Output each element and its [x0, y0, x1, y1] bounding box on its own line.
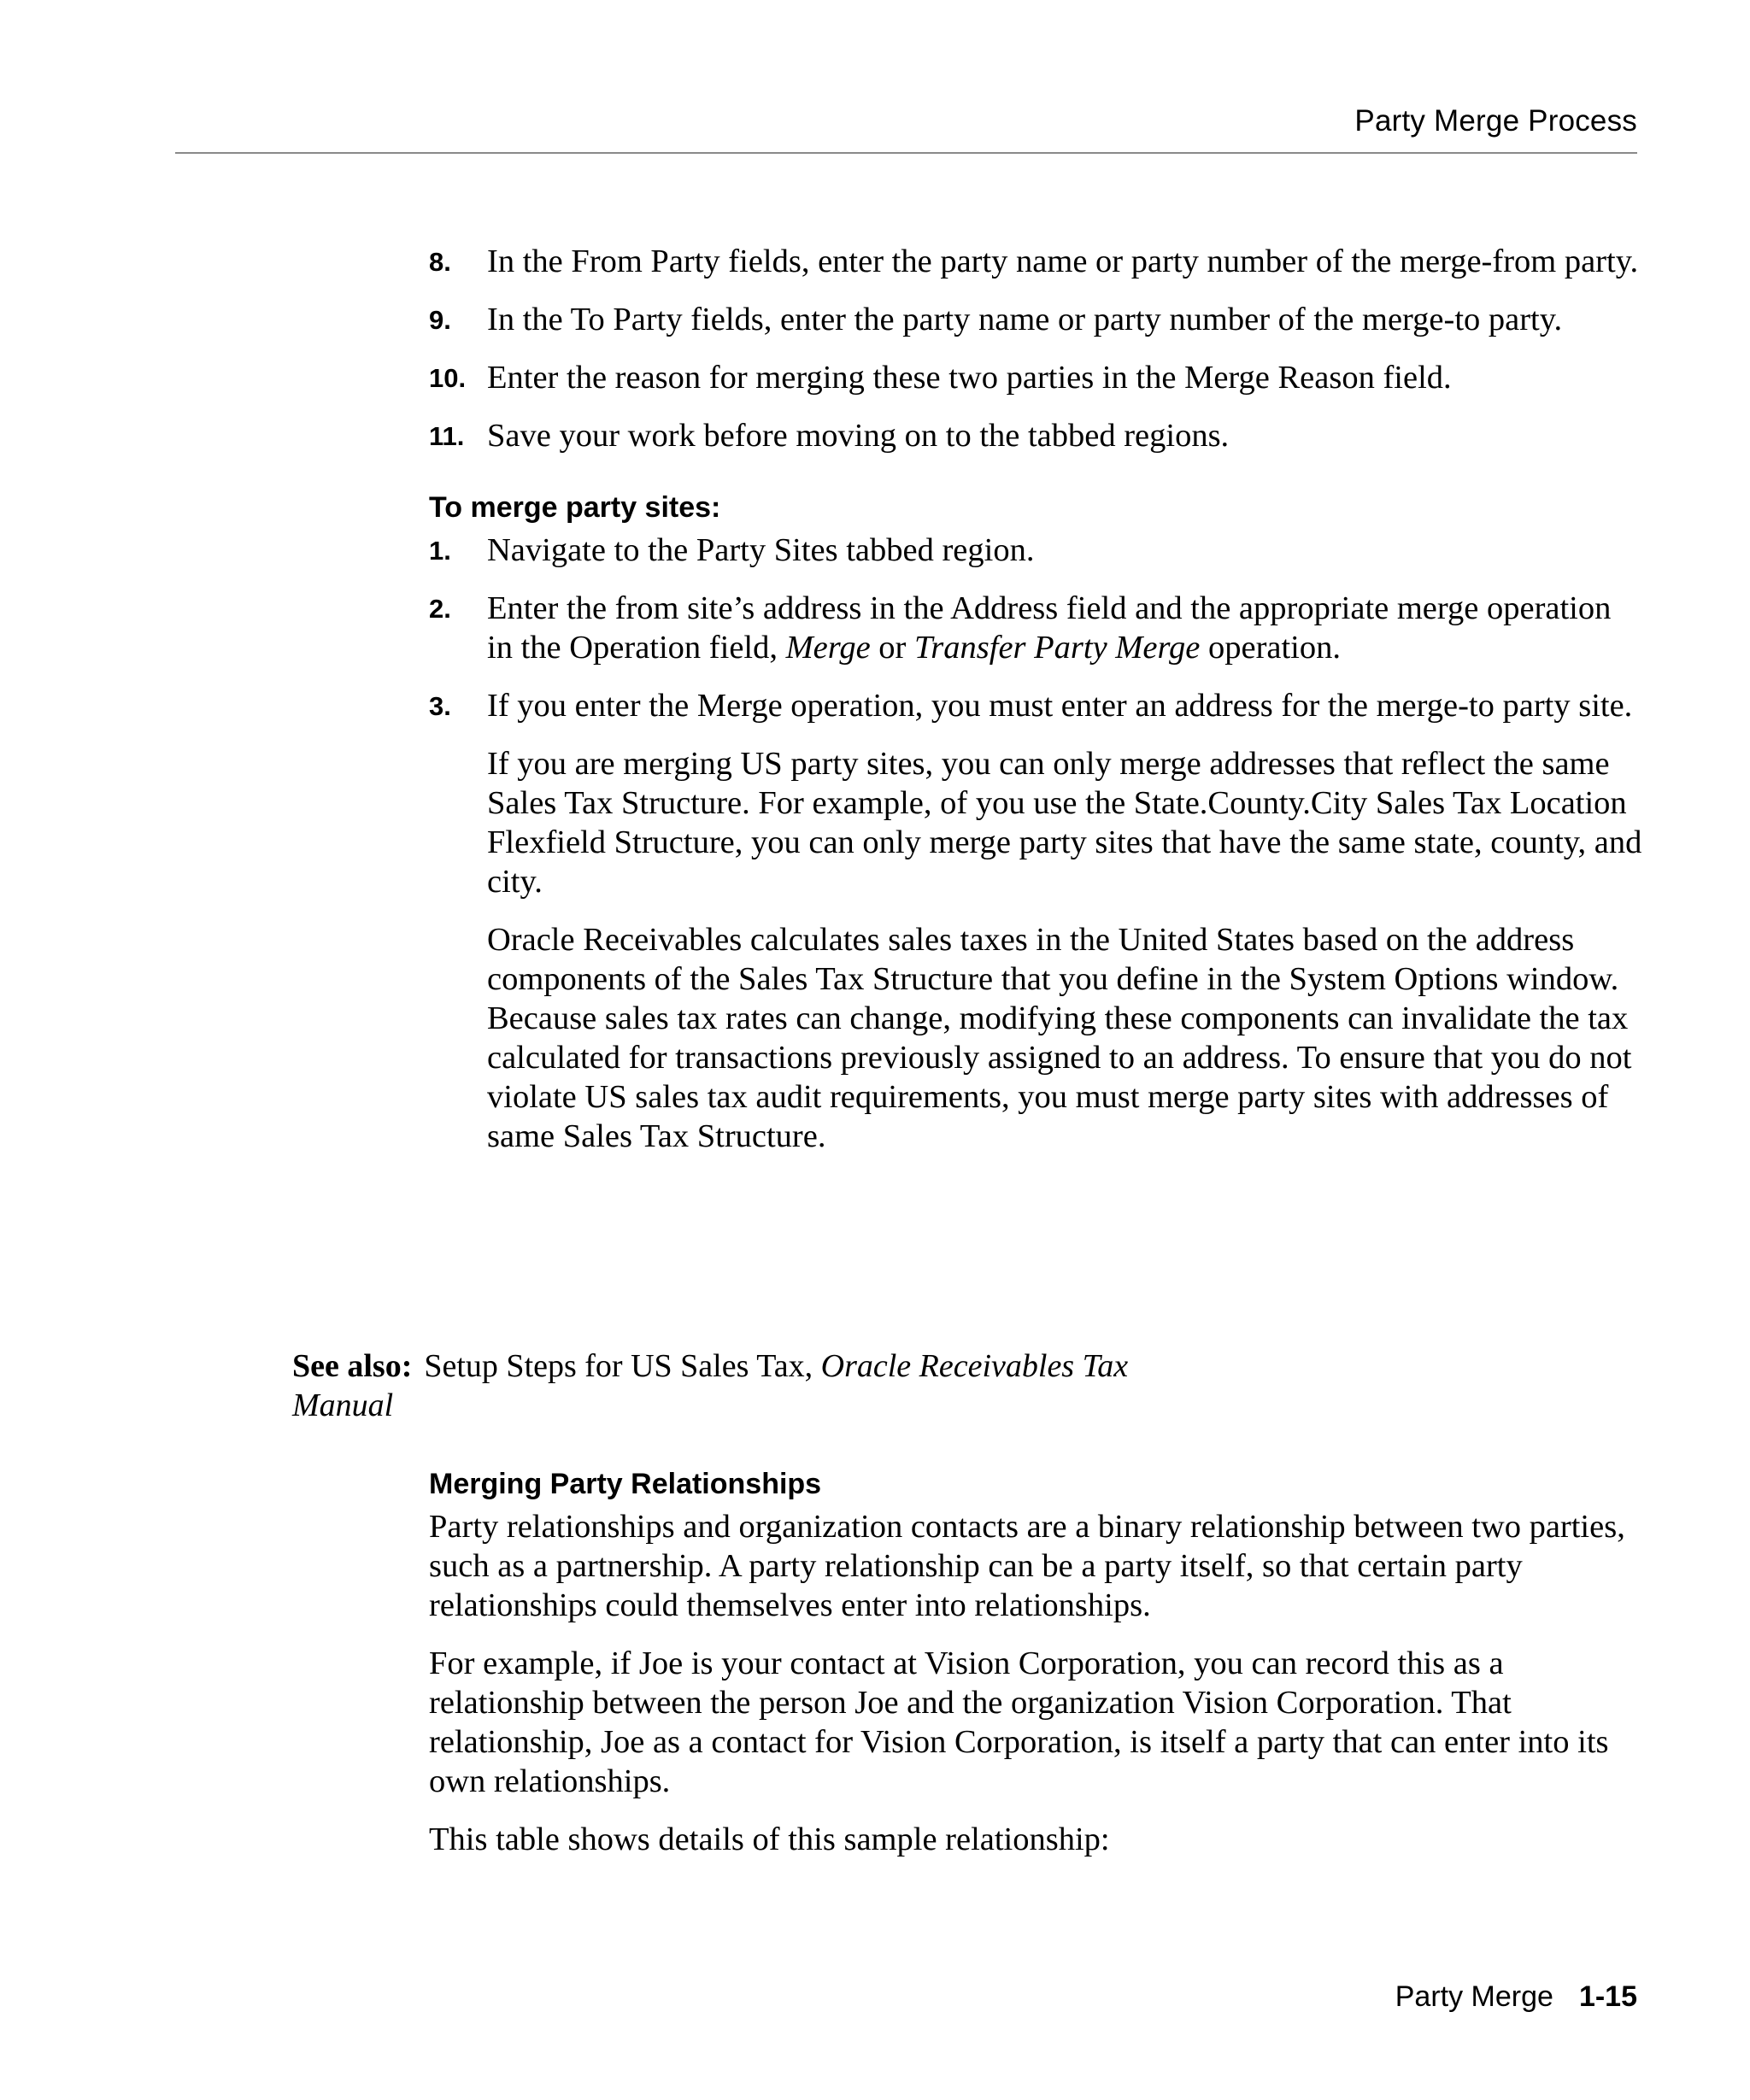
header-rule — [175, 152, 1637, 154]
step-number: 8. — [429, 247, 451, 277]
step-text: operation. — [1200, 630, 1341, 666]
section-heading-party-sites: To merge party sites: — [429, 491, 721, 524]
italic-term: Merge — [785, 630, 871, 666]
list-item — [429, 531, 1642, 570]
see-also-reference — [292, 1346, 1232, 1425]
step-text: In the From Party fields, enter the party name or party number of the merge-from party. — [487, 243, 1639, 279]
running-header: Party Merge Process — [1354, 104, 1637, 138]
step-number: 10. — [429, 363, 467, 393]
section-heading-relationships: Merging Party Relationships — [429, 1468, 822, 1500]
step-text: Save your work before moving on to the tabbed regions. — [487, 418, 1230, 454]
step-text: Enter the from site’s address in the Address field and the appropriate merge operation in the Operation field, — [487, 590, 1612, 666]
step-number: 2. — [429, 594, 451, 624]
list-item — [429, 242, 1642, 281]
step-number: 3. — [429, 691, 451, 721]
see-also-text: Setup Steps for US Sales Tax, — [424, 1348, 821, 1384]
list-item — [429, 358, 1642, 397]
page-number: 1-15 — [1578, 1980, 1637, 2013]
list-item — [429, 589, 1642, 667]
step-text: If you enter the Merge operation, you must enter an address for the merge-to party site. — [487, 688, 1633, 724]
body-paragraph: For example, if Joe is your contact at Vision Corporation, you can record this as a relationship between the person Joe and the organization Vision Corporation. That relationship, Joe as a contact for Vision Corporation, is itself a party that can enter into its own relationships. — [429, 1645, 1609, 1799]
see-also-label: See also: — [292, 1348, 413, 1384]
main-content — [429, 242, 1642, 1175]
relationships-section — [429, 1466, 1642, 1878]
list-item — [429, 416, 1642, 455]
list-item — [429, 686, 1642, 1156]
steps-list-top — [429, 242, 1642, 455]
list-item — [429, 300, 1642, 339]
step-text: or — [870, 630, 914, 666]
page-footer — [1395, 1980, 1637, 2014]
step-text: Navigate to the Party Sites tabbed region. — [487, 532, 1035, 568]
step-number: 9. — [429, 305, 451, 335]
step-text: Enter the reason for merging these two parties in the Merge Reason field. — [487, 360, 1452, 396]
step-paragraph: Oracle Receivables calculates sales taxes in the United States based on the address components of the Sales Tax Structure that you define in the System Options window. Because sales tax rates can change, modifying these components can invalidate the tax calculated for transactions previously assigned to an address. To ensure that you do not violate US sales tax audit requirements, you must merge party sites with addresses of same Sales Tax Structure. — [487, 922, 1632, 1154]
step-number: 11. — [429, 421, 465, 451]
italic-term: Transfer Party Merge — [914, 630, 1201, 666]
step-number: 1. — [429, 536, 451, 566]
see-also-manual-title: Oracle Receivables Tax Manual — [292, 1348, 1129, 1423]
steps-list-sites — [429, 531, 1642, 1156]
footer-chapter: Party Merge — [1395, 1980, 1553, 2013]
step-paragraph: If you are merging US party sites, you can only merge addresses that reflect the same Sales Tax Structure. For example, of you use the State.County.City Sales Tax Location Flexfield Structure, you can only merge party sites that have the same state, county, and city. — [487, 746, 1642, 900]
body-paragraph: Party relationships and organization contacts are a binary relationship between two parties, such as a partnership. A party relationship can be a party itself, so that certain party relationships could themselves enter into relationships. — [429, 1509, 1625, 1623]
step-text: In the To Party fields, enter the party name or party number of the merge-to party. — [487, 302, 1563, 337]
body-paragraph: This table shows details of this sample relationship: — [429, 1821, 1110, 1857]
